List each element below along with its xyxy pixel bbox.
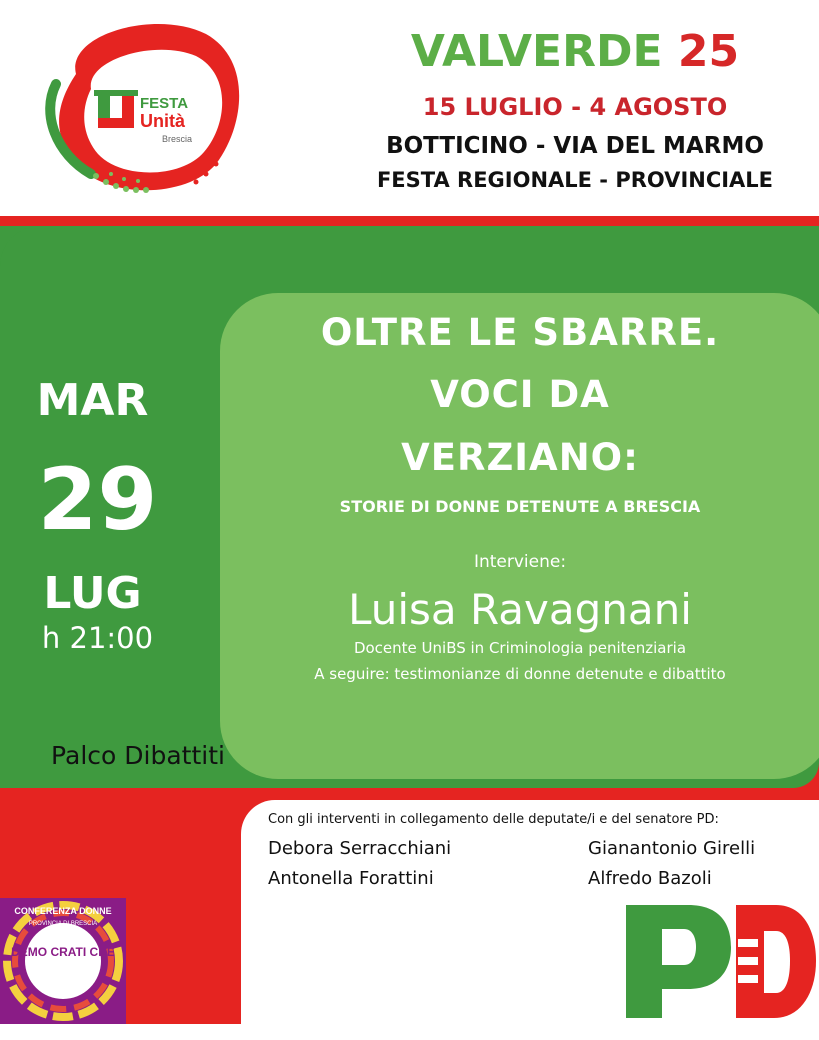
conferenza-center-text: DEMO CRATI CHE: [11, 945, 115, 959]
speaker-name: Luisa Ravagnani: [348, 585, 692, 634]
festival-dates: 15 LUGLIO - 4 AGOSTO: [422, 93, 728, 121]
logo-city-text: Brescia: [162, 134, 193, 144]
intervene-label: Interviene:: [473, 552, 567, 572]
participants-intro: Con gli interventi in collegamento delle deputate/i e del senatore PD:: [268, 812, 719, 827]
event-month: LUG: [43, 568, 142, 619]
event-time: h 21:00: [41, 621, 154, 655]
festival-location: BOTTICINO - VIA DEL MARMO: [386, 133, 764, 159]
event-title-line3: VERZIANO:: [401, 436, 639, 479]
festival-title: [360, 24, 790, 80]
title-valverde: VALVERDE: [410, 26, 663, 77]
festival-type: FESTA REGIONALE - PROVINCIALE: [376, 168, 774, 192]
conferenza-donne-logo: [0, 898, 126, 1024]
event-title-line2: VOCI DA: [430, 373, 610, 416]
festa-unita-logo: [36, 14, 256, 204]
participant-name: Debora Serracchiani: [268, 838, 452, 859]
pd-logo: [626, 905, 816, 1018]
event-day: 29: [37, 450, 158, 550]
logo-festa-text: FESTA: [140, 95, 189, 112]
event-day-of-week: MAR: [36, 375, 149, 426]
event-subtitle: STORIE DI DONNE DETENUTE A BRESCIA: [339, 497, 701, 516]
conferenza-arc-text: CONFERENZA DONNE: [14, 906, 112, 916]
participant-name: Antonella Forattini: [268, 868, 434, 889]
event-stage: Palco Dibattiti: [51, 741, 225, 770]
logo-unita-text: Unità: [140, 111, 185, 131]
speaker-role: Docente UniBS in Criminologia penitenziaria: [353, 639, 687, 657]
participant-name: Gianantonio Girelli: [588, 838, 756, 859]
follow-up-text: A seguire: testimonianze di donne detenute e dibattito: [314, 665, 726, 683]
participant-name: Alfredo Bazoli: [588, 868, 712, 889]
event-title-line1: OLTRE LE SBARRE.: [320, 311, 720, 354]
title-year: 25: [677, 26, 740, 77]
conferenza-sub-text: PROVINCIA DI BRESCIA: [28, 921, 98, 927]
